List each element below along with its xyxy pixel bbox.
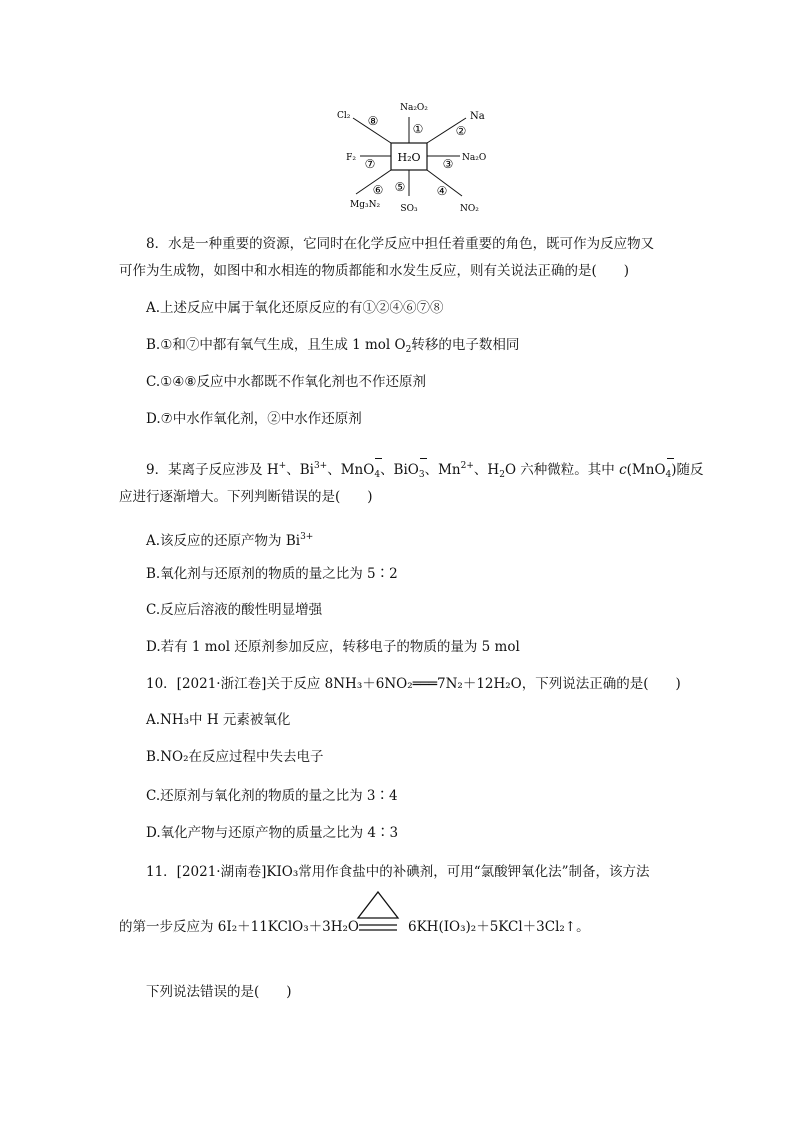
q11-equation-left: 的第一步反应为 6I₂＋11KClO₃＋3H₂O <box>119 919 359 935</box>
q8-option-b-sub: 2 <box>405 345 412 355</box>
q10-option-d: D.氧化产物与还原产物的质量之比为 4∶3 <box>146 825 399 841</box>
q9-text-2: 、Bi <box>286 462 314 478</box>
q9-stem-2: 应进行逐渐增大。下列判断错误的是( ) <box>119 489 373 505</box>
num-8: ⑧ <box>367 114 379 128</box>
q9-option-b: B.氧化剂与还原剂的物质的量之比为 5∶2 <box>146 566 398 582</box>
num-5: ⑤ <box>394 180 406 194</box>
q9-sub-4: 3 <box>418 470 425 480</box>
q9-text-6: 、H <box>473 462 500 478</box>
triangle-delta-icon <box>358 892 398 918</box>
q8-option-a: A.上述反应中属于氧化还原反应的有①②④⑥⑦⑧ <box>146 300 444 316</box>
q9-sub-6: 2 <box>499 470 505 480</box>
q10-stem: 10．[2021·浙江卷]关于反应 8NH₃＋6NO₂═══7N₂＋12H₂O，下列说法正确的是( ) <box>146 676 681 692</box>
center-label: H₂O <box>397 151 421 164</box>
q9-text-3: 、MnO <box>327 462 375 478</box>
num-7: ⑦ <box>364 157 376 171</box>
q9-text-4: 、BiO <box>380 462 419 478</box>
q8-option-d: D.⑦中水作氧化剂，②中水作还原剂 <box>146 411 362 427</box>
q9-option-c: C.反应后溶液的酸性明显增强 <box>146 602 323 618</box>
q9-sub-3: 4 <box>374 470 381 480</box>
label-7: F₂ <box>346 153 356 163</box>
q11-stem-1: 11．[2021·湖南卷]KIO₃常用作食盐中的补碘剂，可用“氯酸钾氧化法”制备，该方法 <box>146 864 650 880</box>
label-3: Na₂O <box>462 153 487 163</box>
q9-text-5: 、Mn <box>424 462 461 478</box>
q11-equation-right: 6KH(IO₃)₂＋5KCl＋3Cl₂↑。 <box>408 919 590 935</box>
q9-c: c <box>619 462 627 478</box>
label-4: NO₂ <box>460 204 479 214</box>
q10-option-b: B.NO₂在反应过程中失去电子 <box>146 749 324 765</box>
q9-text-1: 9．某离子反应涉及 H <box>146 462 279 478</box>
num-3: ③ <box>442 157 454 171</box>
q9-text-8: (MnO <box>626 462 666 478</box>
num-2: ② <box>455 124 467 138</box>
num-4: ④ <box>436 184 448 198</box>
q9-option-a <box>146 528 313 550</box>
q8-option-b-pre: B.①和⑦中都有氧气生成，且生成 1 mol O <box>146 337 406 353</box>
q9-text-7: O 六种微粒。其中 <box>504 462 620 478</box>
q8-option-b-post: 转移的电子数相同 <box>411 337 520 353</box>
q9-sup-2: 3+ <box>313 461 328 471</box>
num-6: ⑥ <box>372 183 384 197</box>
q10-option-a: A.NH₃中 H 元素被氧化 <box>146 712 291 728</box>
q9-option-a-text: A.该反应的还原产物为 Bi <box>146 533 301 549</box>
label-1: Na₂O₂ <box>400 103 428 113</box>
q8-option-b <box>146 336 519 359</box>
q8-stem-2: 可作为生成物，如图中和水相连的物质都能和水发生反应，则有关说法正确的是( ) <box>119 263 630 279</box>
heat-symbol <box>353 888 403 936</box>
q9-sub-8: 4 <box>665 470 672 480</box>
q9-option-d: D.若有 1 mol 还原剂参加反应，转移电子的物质的量为 5 mol <box>146 639 520 655</box>
q9-option-a-sup: 3+ <box>300 532 314 542</box>
reaction-diagram <box>0 0 794 225</box>
q8-option-c: C.①④⑧反应中水都既不作氧化剂也不作还原剂 <box>146 374 426 390</box>
q11-stem-3: 下列说法错误的是( ) <box>146 984 292 1000</box>
q9-text-9: )随反 <box>671 462 704 478</box>
label-5: SO₃ <box>400 204 418 214</box>
label-8: Cl₂ <box>337 111 351 121</box>
label-6: Mg₃N₂ <box>350 200 381 210</box>
q9-stem-1 <box>146 457 704 484</box>
q10-option-c: C.还原剂与氧化剂的物质的量之比为 3∶4 <box>146 788 398 804</box>
label-2: Na <box>470 111 485 122</box>
q9-sup-1: + <box>278 461 287 471</box>
num-1: ① <box>412 122 424 136</box>
q8-stem-1: 8．水是一种重要的资源，它同时在化学反应中担任着重要的角色，既可作为反应物又 <box>146 236 655 252</box>
q9-sup-5: 2+ <box>460 461 474 471</box>
